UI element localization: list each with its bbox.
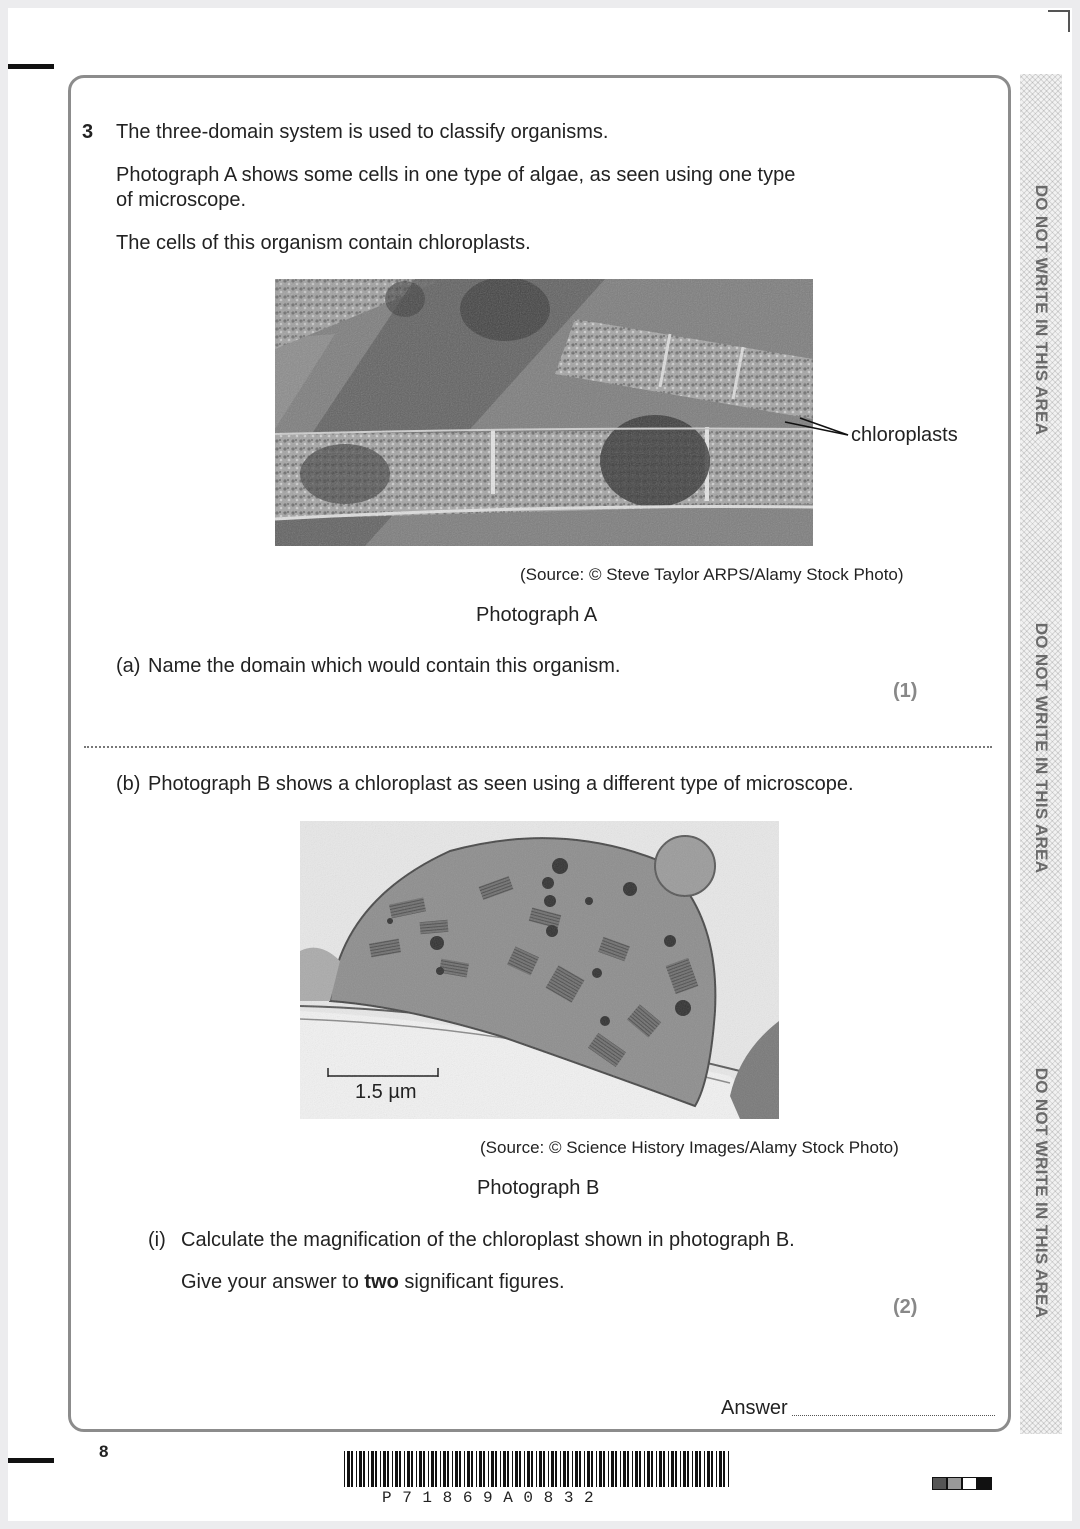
block-3 xyxy=(962,1477,977,1490)
part-a-answer-line[interactable] xyxy=(84,746,992,748)
instruction-pre: Give your answer to xyxy=(181,1271,365,1293)
barcode-bar xyxy=(476,1451,477,1487)
barcode-bar xyxy=(488,1451,489,1487)
barcode-bar xyxy=(692,1451,693,1487)
barcode-bar xyxy=(671,1451,674,1487)
part-a-marks: (1) xyxy=(893,680,918,702)
instruction-post: significant figures. xyxy=(398,1271,565,1293)
do-not-write-warning-2: DO NOT WRITE IN THIS AREA xyxy=(1032,622,1051,874)
barcode-bar xyxy=(359,1451,362,1487)
barcode-bar xyxy=(623,1451,626,1487)
barcode-bar xyxy=(344,1451,345,1487)
barcode-bar xyxy=(399,1451,401,1487)
barcode-bar xyxy=(527,1451,530,1487)
barcode-bar xyxy=(356,1451,357,1487)
part-a-label: (a) xyxy=(116,655,141,677)
barcode-bar xyxy=(483,1451,485,1487)
barcode-bar xyxy=(560,1451,561,1487)
part-b-i-question: Calculate the magnification of the chloroplast shown in photograph B. xyxy=(181,1229,795,1251)
photo-a-description-line1: Photograph A shows some cells in one type of algae, as seen using one type xyxy=(116,164,796,186)
margin-mark-top xyxy=(8,64,54,69)
barcode-bar xyxy=(404,1451,405,1487)
barcode-bar xyxy=(575,1451,578,1487)
barcode-bar xyxy=(347,1451,350,1487)
barcode-bar xyxy=(539,1451,542,1487)
barcode-bar xyxy=(455,1451,458,1487)
question-number: 3 xyxy=(82,121,94,143)
barcode-bar xyxy=(411,1451,413,1487)
barcode-bar xyxy=(723,1451,725,1487)
photo-a-source: (Source: © Steve Taylor ARPS/Alamy Stock Photo) xyxy=(520,565,904,584)
barcode-bar xyxy=(515,1451,518,1487)
photograph-b-image xyxy=(300,821,779,1119)
barcode-bar xyxy=(392,1451,393,1487)
barcode-bar xyxy=(423,1451,425,1487)
barcode-bar xyxy=(663,1451,665,1487)
chloroplasts-label: chloroplasts xyxy=(851,424,958,446)
barcode-bar xyxy=(447,1451,449,1487)
barcode-bar xyxy=(587,1451,590,1487)
barcode-bar xyxy=(716,1451,717,1487)
barcode-bar xyxy=(428,1451,429,1487)
barcode-bar xyxy=(707,1451,710,1487)
chloroplast-note: The cells of this organism contain chloroplasts. xyxy=(116,232,531,254)
photo-b-source: (Source: © Science History Images/Alamy Stock Photo) xyxy=(480,1138,899,1157)
barcode-bar xyxy=(548,1451,549,1487)
photo-b-title: Photograph B xyxy=(477,1177,600,1199)
barcode-bar xyxy=(512,1451,513,1487)
barcode-bar xyxy=(635,1451,638,1487)
answer-input-line[interactable] xyxy=(792,1415,995,1416)
barcode-bar xyxy=(440,1451,441,1487)
answer-label: Answer xyxy=(721,1397,788,1419)
barcode-bar xyxy=(395,1451,398,1487)
barcode-bar xyxy=(680,1451,681,1487)
chloroplasts-pointer-lines xyxy=(780,410,850,445)
barcode-bar xyxy=(491,1451,494,1487)
barcode-bar xyxy=(555,1451,557,1487)
barcode-bar xyxy=(704,1451,705,1487)
barcode-bar xyxy=(632,1451,633,1487)
barcode-bar xyxy=(675,1451,677,1487)
barcode-bar xyxy=(368,1451,369,1487)
barcode-bar xyxy=(479,1451,482,1487)
question-intro: The three-domain system is used to classify organisms. xyxy=(116,121,609,143)
barcode-bar xyxy=(579,1451,581,1487)
barcode-bar xyxy=(651,1451,653,1487)
barcode-bar xyxy=(464,1451,465,1487)
margin-mark-bottom xyxy=(8,1458,54,1463)
barcode-bar xyxy=(695,1451,698,1487)
barcode-bar xyxy=(647,1451,650,1487)
barcode-bar xyxy=(659,1451,662,1487)
barcode-bar xyxy=(567,1451,569,1487)
barcode-bar xyxy=(363,1451,365,1487)
barcode-bar xyxy=(452,1451,453,1487)
barcode-bar xyxy=(627,1451,629,1487)
barcode xyxy=(344,1451,734,1489)
barcode-bar xyxy=(668,1451,669,1487)
barcode-bar xyxy=(711,1451,713,1487)
barcode-bar xyxy=(639,1451,641,1487)
barcode-bar xyxy=(603,1451,605,1487)
photograph-a-image xyxy=(275,279,813,546)
barcode-bar xyxy=(608,1451,609,1487)
barcode-bar xyxy=(431,1451,434,1487)
block-4 xyxy=(977,1477,992,1490)
barcode-bar xyxy=(584,1451,585,1487)
part-b-label: (b) xyxy=(116,773,141,795)
part-b-i-label: (i) xyxy=(148,1229,166,1251)
barcode-bar xyxy=(599,1451,602,1487)
photo-a-title: Photograph A xyxy=(476,604,598,626)
barcode-digits: P 7 1 8 6 9 A 0 8 3 2 xyxy=(382,1489,595,1507)
part-b-question: Photograph B shows a chloroplast as seen using a different type of microscope. xyxy=(148,773,854,795)
barcode-bar xyxy=(543,1451,545,1487)
barcode-bar xyxy=(551,1451,554,1487)
barcode-bar xyxy=(563,1451,566,1487)
instruction-bold: two xyxy=(364,1271,399,1293)
barcode-bar xyxy=(435,1451,437,1487)
barcode-bar xyxy=(683,1451,686,1487)
barcode-bar xyxy=(387,1451,389,1487)
barcode-bar xyxy=(375,1451,377,1487)
barcode-bar xyxy=(471,1451,473,1487)
barcode-bar xyxy=(507,1451,509,1487)
barcode-bar xyxy=(728,1451,729,1487)
barcode-bar xyxy=(383,1451,386,1487)
barcode-bar xyxy=(519,1451,521,1487)
barcode-bar xyxy=(459,1451,461,1487)
barcode-bar xyxy=(407,1451,410,1487)
barcode-bar xyxy=(572,1451,573,1487)
part-b-i-instruction xyxy=(181,1270,565,1295)
barcode-bar xyxy=(719,1451,722,1487)
corner-blocks xyxy=(932,1477,992,1490)
scale-bar-label: 1.5 µm xyxy=(355,1081,417,1103)
do-not-write-warning-3: DO NOT WRITE IN THIS AREA xyxy=(1032,1067,1051,1319)
barcode-bar xyxy=(416,1451,417,1487)
photo-a-description-line2: of microscope. xyxy=(116,189,247,211)
barcode-bar xyxy=(611,1451,614,1487)
barcode-bar xyxy=(419,1451,422,1487)
barcode-bar xyxy=(620,1451,621,1487)
barcode-bar xyxy=(656,1451,657,1487)
do-not-write-warning-1: DO NOT WRITE IN THIS AREA xyxy=(1032,184,1051,436)
barcode-bar xyxy=(503,1451,506,1487)
barcode-bar xyxy=(687,1451,689,1487)
barcode-bar xyxy=(371,1451,374,1487)
barcode-bar xyxy=(500,1451,501,1487)
barcode-bar xyxy=(699,1451,701,1487)
barcode-bar xyxy=(380,1451,381,1487)
barcode-bar xyxy=(524,1451,525,1487)
barcode-bar xyxy=(351,1451,353,1487)
barcode-bar xyxy=(531,1451,533,1487)
barcode-bar xyxy=(536,1451,537,1487)
block-2 xyxy=(947,1477,962,1490)
barcode-bar xyxy=(495,1451,497,1487)
barcode-bar xyxy=(591,1451,593,1487)
part-a-question: Name the domain which would contain this organism. xyxy=(148,655,621,677)
part-b-i-marks: (2) xyxy=(893,1296,918,1318)
barcode-bar xyxy=(443,1451,446,1487)
barcode-bar xyxy=(596,1451,597,1487)
barcode-bar xyxy=(644,1451,645,1487)
page-number: 8 xyxy=(99,1442,109,1461)
corner-mark xyxy=(1048,10,1070,32)
barcode-bar xyxy=(615,1451,617,1487)
block-1 xyxy=(932,1477,947,1490)
barcode-bar xyxy=(467,1451,470,1487)
